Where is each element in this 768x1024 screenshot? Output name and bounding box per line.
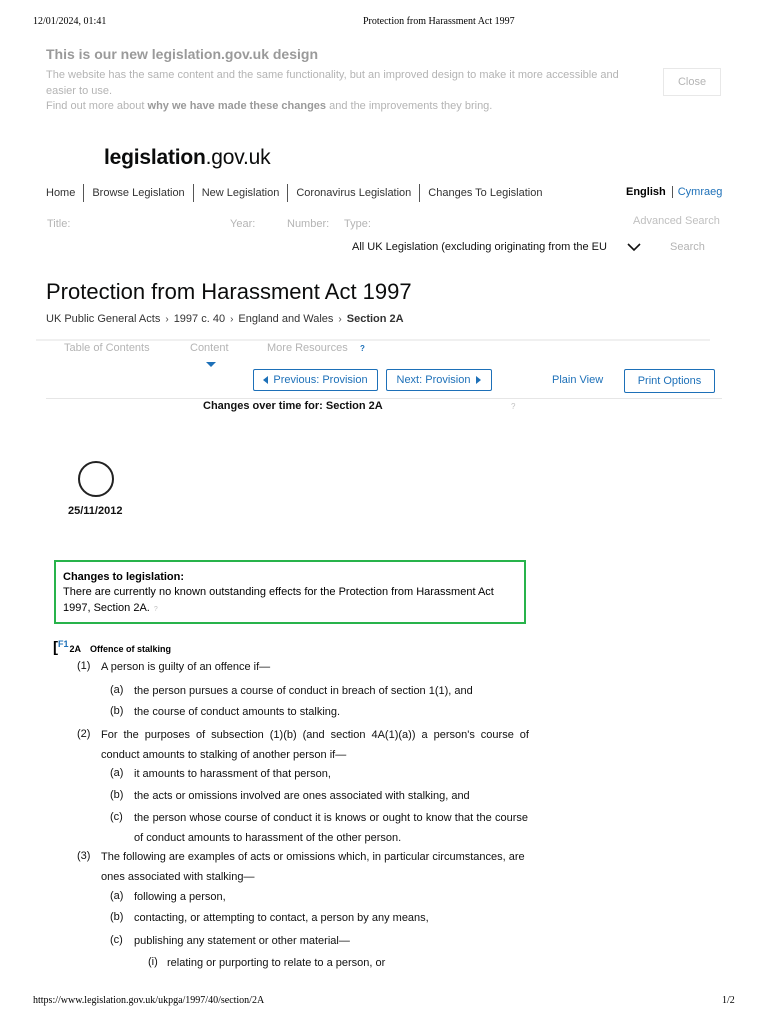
subsection-text: For the purposes of subsection (1)(b) (and section 4A(1)(a)) a person's course of conduct amounts to stalking of another person if— [101, 729, 529, 761]
page-title: Protection from Harassment Act 1997 [46, 279, 412, 304]
divider [46, 398, 722, 399]
lang-cymraeg[interactable]: Cymraeg [677, 186, 723, 198]
tab-more-resources[interactable]: More Resources [267, 342, 348, 354]
item-text: the person pursues a course of conduct in breach of section 1(1), and [134, 685, 473, 697]
search-year-label[interactable]: Year: [230, 218, 256, 230]
language-switch [626, 186, 722, 198]
print-url: https://www.legislation.gov.uk/ukpga/1997/40/section/2A [33, 995, 265, 1006]
banner-link[interactable]: why we have made these changes [147, 100, 327, 112]
lang-english[interactable]: English [626, 186, 673, 198]
search-title-label[interactable]: Title: [47, 218, 71, 230]
section-heading [53, 639, 171, 656]
chevron-right-icon: › [230, 313, 234, 325]
search-number-label[interactable]: Number: [287, 218, 330, 230]
triangle-right-icon [476, 376, 481, 384]
subsection-text: The following are examples of acts or omissions which, in particular circumstances, are ones associated with stalking— [101, 851, 525, 883]
changes-to-legislation-box [54, 560, 526, 624]
next-provision-button[interactable]: Next: Provision [386, 369, 492, 391]
item-text: it amounts to harassment of that person, [134, 768, 331, 780]
help-icon[interactable]: ? [360, 344, 365, 353]
subitem-text: relating or purporting to relate to a person, or [167, 957, 386, 969]
item-text: contacting, or attempting to contact, a person by any means, [134, 912, 429, 924]
print-title: Protection from Harassment Act 1997 [363, 16, 515, 27]
banner-close-button[interactable]: Close [663, 68, 721, 96]
print-date: 12/01/2024, 01:41 [33, 16, 107, 27]
timeline-date: 25/11/2012 [68, 505, 123, 517]
site-logo[interactable]: legislation.gov.uk [104, 146, 271, 169]
tab-bar [36, 339, 710, 341]
changes-box-text: There are currently no known outstanding effects for the Protection from Harassment Act 1997, Section 2A. ? [63, 586, 494, 614]
item-number: (a) [110, 890, 124, 902]
search-button[interactable]: Search [670, 241, 705, 253]
item-number: (a) [110, 767, 124, 779]
item-number: (a) [110, 684, 124, 696]
banner-title: This is our new legislation.gov.uk design [46, 46, 319, 62]
help-icon[interactable]: ? [511, 402, 516, 411]
subsection-number: (2) [77, 728, 91, 740]
tab-content[interactable]: Content [190, 342, 229, 354]
search-type-label: Type: [344, 218, 371, 230]
previous-provision-button[interactable]: Previous: Provision [253, 369, 378, 391]
item-number: (c) [110, 811, 123, 823]
subitem-number: (i) [148, 956, 158, 968]
subsection-number: (1) [77, 660, 91, 672]
item-text: publishing any statement or other material— [134, 935, 350, 947]
banner-text [46, 68, 646, 115]
nav-home[interactable]: Home [46, 187, 76, 199]
changes-box-title: Changes to legislation: [63, 571, 185, 583]
subsection-text: A person is guilty of an offence if— [101, 661, 271, 673]
timeline-label: Changes over time for: Section 2A [203, 400, 383, 412]
chevron-right-icon: › [165, 313, 169, 325]
item-text: following a person, [134, 891, 226, 903]
item-number: (c) [110, 934, 123, 946]
print-options-button[interactable]: Print Options [624, 369, 715, 393]
type-select-value[interactable]: All UK Legislation (excluding originating from the EU [352, 241, 607, 253]
item-text: the person whose course of conduct it is knows or ought to know that the course of conduct amounts to harassment of the other person. [134, 812, 528, 844]
help-icon[interactable]: ? [153, 605, 158, 613]
breadcrumb-item-year[interactable]: 1997 c. 40 [173, 313, 226, 325]
nav-changes-to-legislation[interactable]: Changes To Legislation [419, 184, 550, 202]
section-number: 2A [69, 644, 82, 654]
section-title: Offence of stalking [90, 644, 172, 654]
amendment-bracket: [ [53, 639, 58, 656]
triangle-left-icon [263, 376, 268, 384]
footnote-ref-f1[interactable]: F1 [58, 639, 69, 649]
item-number: (b) [110, 911, 124, 923]
banner-text-line2: Find out more about why we have made these changes and the improvements they bring. [46, 100, 493, 112]
chevron-right-icon: › [338, 313, 342, 325]
chevron-down-icon[interactable] [626, 240, 642, 254]
item-number: (b) [110, 789, 124, 801]
nav-new-legislation[interactable]: New Legislation [193, 184, 288, 202]
item-text: the course of conduct amounts to stalking. [134, 706, 341, 718]
breadcrumb-item-ukpga[interactable]: UK Public General Acts [46, 313, 161, 325]
breadcrumb-item-current: Section 2A [346, 313, 404, 325]
nav-browse-legislation[interactable]: Browse Legislation [83, 184, 192, 202]
main-nav [46, 184, 550, 202]
breadcrumb [46, 313, 404, 325]
print-page-number: 1/2 [722, 995, 735, 1006]
timeline-point[interactable] [78, 461, 114, 497]
plain-view-link[interactable]: Plain View [552, 374, 604, 386]
item-text: the acts or omissions involved are ones associated with stalking, and [134, 790, 470, 802]
subsection-number: (3) [77, 850, 91, 862]
breadcrumb-item-extent[interactable]: England and Wales [238, 313, 334, 325]
advanced-search-link[interactable]: Advanced Search [633, 215, 720, 227]
nav-coronavirus-legislation[interactable]: Coronavirus Legislation [287, 184, 419, 202]
item-number: (b) [110, 705, 124, 717]
banner-text-line1: The website has the same content and the same functionality, but an improved design to make it more accessible and easier to use. [46, 69, 619, 97]
tab-table-of-contents[interactable]: Table of Contents [64, 342, 150, 354]
active-tab-indicator-icon [206, 362, 216, 367]
